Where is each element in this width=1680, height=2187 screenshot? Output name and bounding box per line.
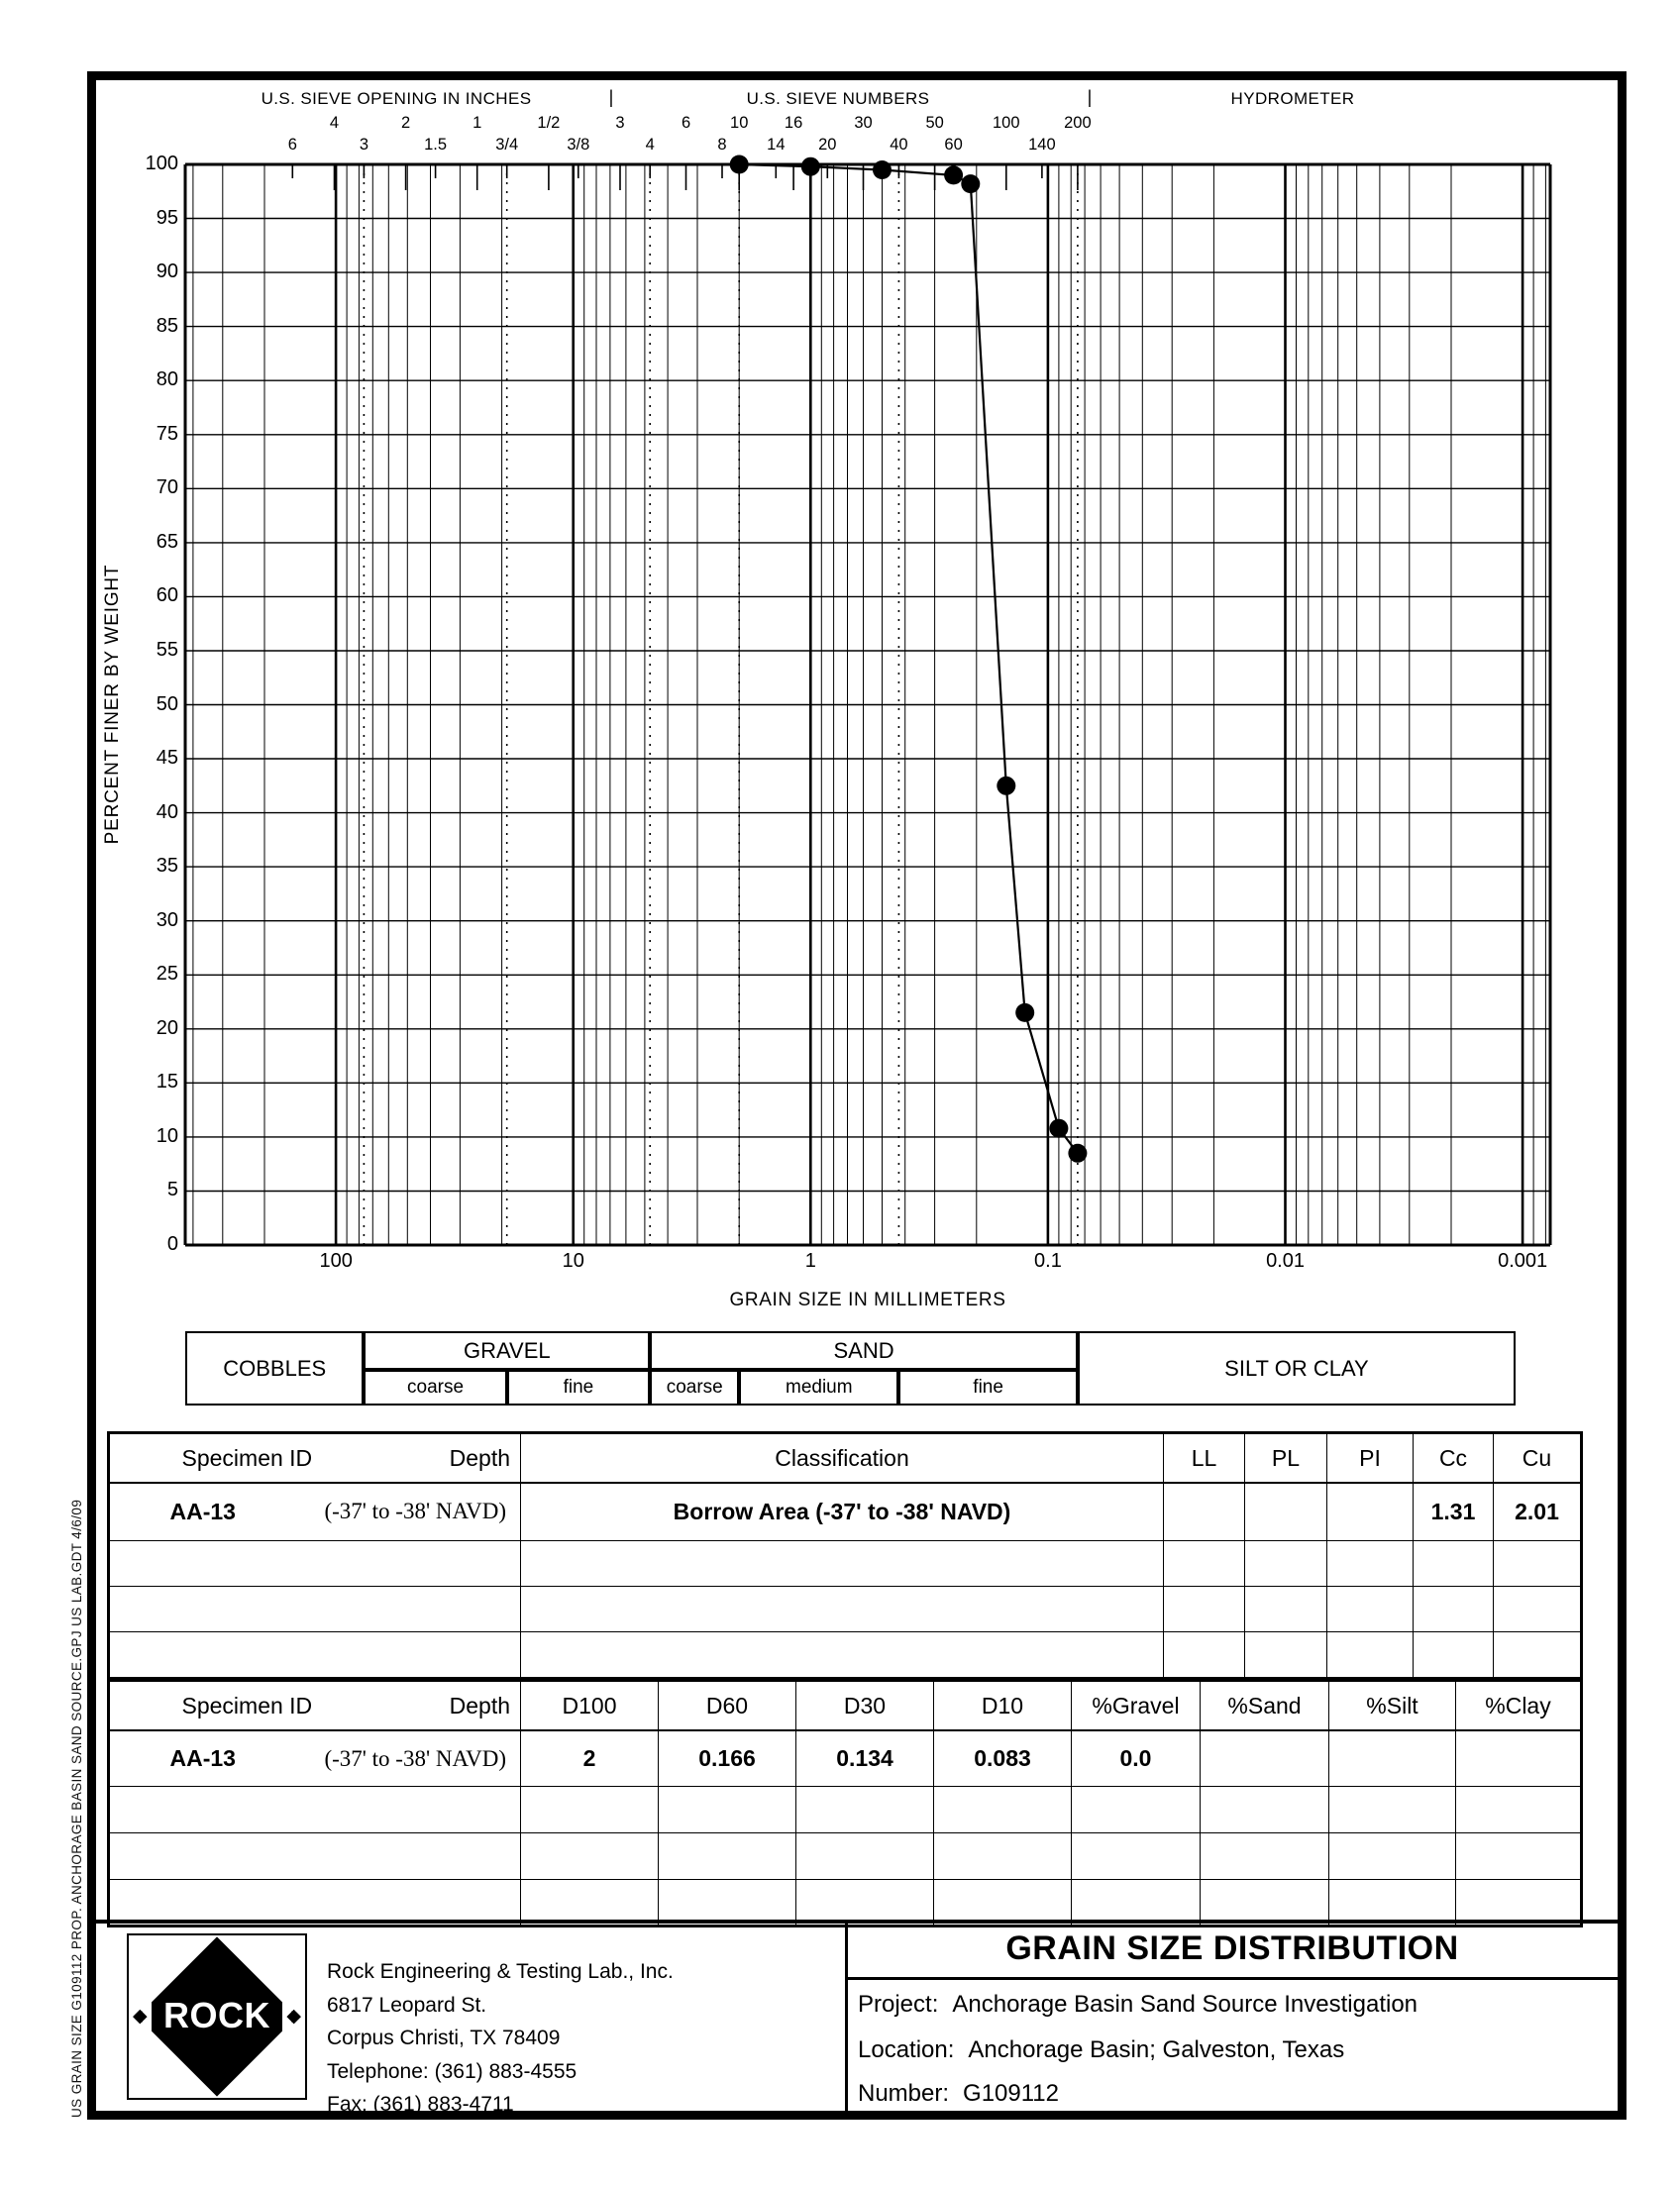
ll-header: LL <box>1164 1433 1245 1484</box>
specimen-depth: (-37' to -38' NAVD) <box>324 1745 506 1771</box>
company-logo <box>127 1933 307 2100</box>
company-city: Corpus Christi, TX 78409 <box>327 2027 561 2049</box>
d10-header: D10 <box>934 1681 1072 1731</box>
marker-column-header <box>109 1433 143 1484</box>
pl-value <box>1245 1483 1327 1540</box>
fraction-silt-or-clay: SILT OR CLAY <box>1078 1331 1516 1406</box>
sieve-size-label: 20 <box>818 136 837 154</box>
sieve-size-label: 200 <box>1064 114 1092 132</box>
sieve-size-label: 1/2 <box>537 114 561 132</box>
table-row <box>109 1540 1582 1586</box>
cu-header: Cu <box>1494 1433 1582 1484</box>
d10-value: 0.083 <box>934 1730 1072 1787</box>
logo-text: ROCK <box>163 1995 270 2036</box>
sieve-size-label: 6 <box>287 136 297 154</box>
d100-header: D100 <box>521 1681 659 1731</box>
clay-header: %Clay <box>1456 1681 1582 1731</box>
location-label: Location: <box>858 2036 955 2063</box>
pl-header: PL <box>1245 1433 1327 1484</box>
footer-vertical-divider <box>845 1920 848 2115</box>
fraction-gravel: GRAVEL <box>364 1331 650 1370</box>
pi-value <box>1327 1483 1414 1540</box>
footer-title-underline <box>845 1977 1619 1980</box>
classification-value: Borrow Area (-37' to -38' NAVD) <box>521 1483 1164 1540</box>
table-row <box>109 1730 1582 1787</box>
d30-value: 0.134 <box>796 1730 934 1787</box>
x-tick-label: 0.1 <box>1034 1250 1062 1272</box>
y-tick-label: 65 <box>156 530 178 553</box>
header-sieve-inches-label: U.S. SIEVE OPENING IN INCHES <box>261 89 532 108</box>
fraction-fine: fine <box>898 1370 1077 1406</box>
specimen-depth-header <box>143 1433 521 1484</box>
marker-column-header <box>109 1681 143 1731</box>
fraction-sand: SAND <box>650 1331 1078 1370</box>
y-tick-label: 55 <box>156 638 178 661</box>
fraction-coarse: coarse <box>650 1370 739 1406</box>
table-row <box>109 1586 1582 1631</box>
header-separator-icon: | <box>608 87 614 107</box>
data-point-marker <box>801 157 820 176</box>
data-point-marker <box>1068 1144 1087 1163</box>
sieve-size-label: 140 <box>1028 136 1056 154</box>
d60-value: 0.166 <box>659 1730 796 1787</box>
y-tick-label: 40 <box>156 800 178 823</box>
data-point-marker <box>730 156 749 174</box>
company-phone: Telephone: (361) 883-4555 <box>327 2059 578 2083</box>
logo-mini-diamond-icon: ◆ <box>133 2005 148 2027</box>
sieve-size-label: 1.5 <box>424 136 448 154</box>
gravel-header: %Gravel <box>1072 1681 1201 1731</box>
specimen-depth-cell <box>143 1483 521 1540</box>
fraction-cobbles: COBBLES <box>185 1331 364 1406</box>
sieve-size-label: 16 <box>784 114 803 132</box>
data-point-marker <box>997 777 1015 795</box>
sand-value <box>1201 1730 1329 1787</box>
cc-value: 1.31 <box>1414 1483 1494 1540</box>
table-row <box>109 1631 1582 1678</box>
fraction-coarse: coarse <box>364 1370 506 1406</box>
y-tick-label: 85 <box>156 314 178 337</box>
data-point-marker <box>1049 1119 1068 1138</box>
sieve-size-label: 4 <box>329 114 340 132</box>
x-tick-label: 0.01 <box>1266 1250 1305 1272</box>
y-tick-label: 95 <box>156 206 178 229</box>
sieve-size-label: 8 <box>717 136 727 154</box>
company-name: Rock Engineering & Testing Lab., Inc. <box>327 1960 674 1983</box>
specimen-id-header: Specimen ID <box>181 1692 313 1718</box>
d30-header: D30 <box>796 1681 934 1731</box>
x-axis-title: GRAIN SIZE IN MILLIMETERS <box>729 1290 1006 1310</box>
depth-header: Depth <box>449 1444 510 1471</box>
number-value: G109112 <box>963 2080 1060 2107</box>
silt-value <box>1329 1730 1456 1787</box>
y-tick-label: 0 <box>166 1233 178 1255</box>
y-tick-label: 15 <box>156 1071 178 1094</box>
classification-table <box>107 1431 1583 1680</box>
data-point-marker <box>944 165 963 184</box>
fraction-medium: medium <box>739 1370 898 1406</box>
logo-mini-diamond-icon: ◆ <box>286 2005 301 2027</box>
company-address-block <box>327 1955 674 2122</box>
x-tick-label: 100 <box>319 1250 353 1272</box>
specimen-id-header: Specimen ID <box>181 1444 313 1471</box>
ll-value <box>1164 1483 1245 1540</box>
sand-header: %Sand <box>1201 1681 1329 1731</box>
report-title: GRAIN SIZE DISTRIBUTION <box>1005 1929 1459 1967</box>
sieve-size-label: 50 <box>925 114 944 132</box>
y-tick-label: 75 <box>156 422 178 445</box>
project-field <box>858 1991 1418 2019</box>
sieve-size-label: 14 <box>767 136 786 154</box>
number-label: Number: <box>858 2080 950 2107</box>
y-tick-label: 80 <box>156 368 178 391</box>
sidebar-filename-text: US GRAIN SIZE G109112 PROP. ANCHORAGE BASIN SAND SOURCE.GPJ US LAB.GDT 4/6/09 <box>69 1499 84 2118</box>
clay-value <box>1456 1730 1582 1787</box>
x-tick-label: 0.001 <box>1498 1250 1548 1272</box>
y-tick-label: 60 <box>156 584 178 607</box>
y-tick-label: 35 <box>156 855 178 878</box>
company-street: 6817 Leopard St. <box>327 1993 487 2017</box>
specimen-depth: (-37' to -38' NAVD) <box>324 1499 506 1524</box>
sieve-size-label: 2 <box>401 114 411 132</box>
data-point-marker <box>1015 1003 1034 1022</box>
y-tick-label: 25 <box>156 963 178 986</box>
location-field <box>858 2036 1344 2064</box>
x-tick-label: 1 <box>804 1250 816 1272</box>
y-tick-label: 45 <box>156 747 178 770</box>
number-field <box>858 2080 1059 2108</box>
sieve-size-label: 3/4 <box>495 136 519 154</box>
y-axis-title: PERCENT FINER BY WEIGHT <box>102 564 123 845</box>
y-tick-label: 90 <box>156 260 178 283</box>
specimen-depth-header <box>143 1681 521 1731</box>
footer-top-divider <box>87 1920 1627 1924</box>
header-hydrometer-label: HYDROMETER <box>1230 89 1355 108</box>
y-tick-label: 30 <box>156 908 178 931</box>
company-fax: Fax: (361) 883-4711 <box>327 2093 514 2116</box>
location-value: Anchorage Basin; Galveston, Texas <box>968 2036 1345 2063</box>
sieve-size-label: 40 <box>890 136 908 154</box>
series-marker-cell <box>109 1730 143 1787</box>
depth-header: Depth <box>449 1692 510 1718</box>
y-tick-label: 70 <box>156 476 178 499</box>
specimen-depth-cell <box>143 1730 521 1787</box>
sieve-size-label: 3 <box>615 114 625 132</box>
sieve-size-label: 10 <box>730 114 749 132</box>
sieve-size-label: 60 <box>944 136 963 154</box>
specimen-id: AA-13 <box>169 1745 236 1771</box>
sieve-size-label: 1 <box>472 114 482 132</box>
y-tick-label: 5 <box>166 1179 178 1201</box>
sieve-size-label: 4 <box>645 136 655 154</box>
table-row <box>109 1483 1582 1540</box>
pi-header: PI <box>1327 1433 1414 1484</box>
x-tick-label: 10 <box>562 1250 584 1272</box>
table-row <box>109 1833 1582 1880</box>
sieve-size-label: 3 <box>359 136 369 154</box>
d60-header: D60 <box>659 1681 796 1731</box>
data-point-marker <box>873 160 892 179</box>
data-point-marker <box>961 174 980 193</box>
specimen-id: AA-13 <box>169 1498 236 1524</box>
header-sieve-numbers-label: U.S. SIEVE NUMBERS <box>746 89 930 108</box>
cu-value: 2.01 <box>1494 1483 1582 1540</box>
sieve-size-label: 6 <box>681 114 691 132</box>
silt-header: %Silt <box>1329 1681 1456 1731</box>
sieve-size-label: 100 <box>992 114 1020 132</box>
y-tick-label: 50 <box>156 692 178 715</box>
sieve-size-label: 30 <box>854 114 873 132</box>
y-tick-label: 100 <box>145 153 178 174</box>
cc-header: Cc <box>1414 1433 1494 1484</box>
table-row <box>109 1787 1582 1833</box>
y-tick-label: 20 <box>156 1016 178 1039</box>
header-separator-icon: | <box>1087 87 1093 107</box>
series-marker-cell <box>109 1483 143 1540</box>
gravel-value: 0.0 <box>1072 1730 1201 1787</box>
classification-header: Classification <box>521 1433 1164 1484</box>
sieve-size-label: 3/8 <box>567 136 590 154</box>
project-value: Anchorage Basin Sand Source Investigation <box>952 1991 1418 2018</box>
d100-value: 2 <box>521 1730 659 1787</box>
fraction-fine: fine <box>507 1370 651 1406</box>
y-tick-label: 10 <box>156 1124 178 1147</box>
project-label: Project: <box>858 1991 939 2018</box>
gradation-table <box>107 1679 1583 1927</box>
